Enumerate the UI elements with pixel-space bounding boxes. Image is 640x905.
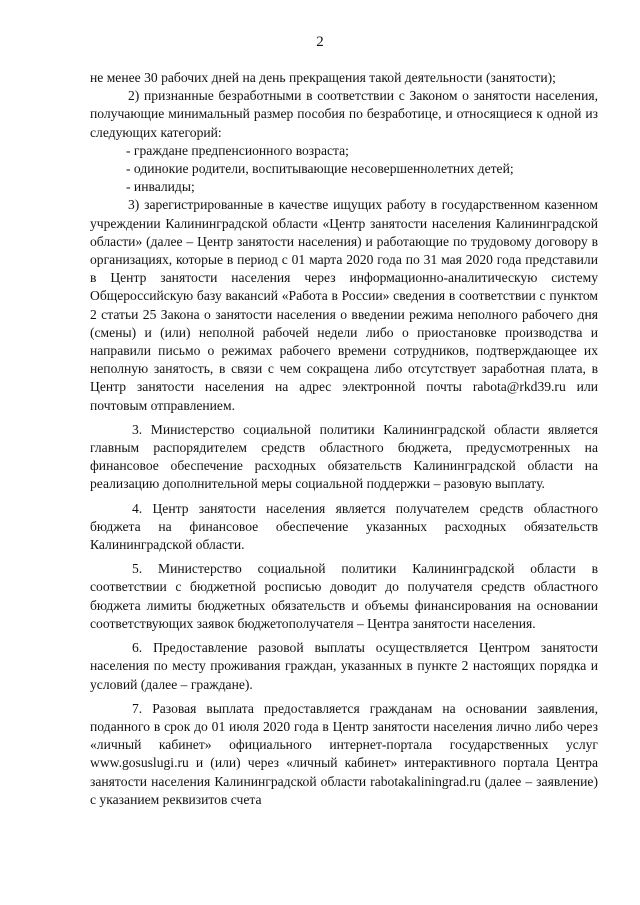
paragraph-clause-3: 3. Министерство социальной политики Калининградской области является главным распорядителем средств областного бюджета, предусмотренных на финансовое обеспечение расходных обязательств Калининградской области на реализацию дополнительной меры социальной поддержки – разовую выплату. bbox=[90, 421, 598, 492]
page-number: 2 bbox=[316, 34, 324, 50]
paragraph-clause-5: 5. Министерство социальной политики Калининградской области в соответствии с бюджетной росписью доводит до получателя средств областного бюджета лимиты бюджетных обязательств и объемы финансирования на основании соответствующих заявок бюджетополучателя – Центра занятости населения. bbox=[90, 561, 598, 631]
paragraph-item-3: 3) зарегистрированные в качестве ищущих работу в государственном казенном учреждении Калининградской области «Центр занятости населения Калининградской области» (далее – Центр занятости населения) и работающие по трудовому договору в организациях, которые в период с 01 марта 2020 года по 31 мая 2020 года представили в Центр занятости населения через информационно-аналитическую систему Общероссийскую базу вакансий «Работа в России» сведения в соответствии с пунктом 2 статьи 25 Закона о занятости населения о введении режима неполного рабочего дня (смены) и (или) неполной рабочей недели либо о приостановке производства и направили письмо о режимах рабочего времени сотрудников, подтверждающее их неполную занятость, в связи с чем сокращена либо отсутствует заработная плата, в Центр занятости населения на адрес электронной почты rabota@rkd39.ru или почтовым отправлением. bbox=[90, 197, 598, 413]
paragraph-clause-4: 4. Центр занятости населения является получателем средств областного бюджета на финансовое обеспечение указанных расходных обязательств Калининградской области. bbox=[90, 500, 598, 553]
list-item: - одинокие родители, воспитывающие несовершеннолетних детей; bbox=[126, 161, 514, 177]
list-item: - инвалиды; bbox=[126, 179, 195, 195]
list-item: - граждане предпенсионного возраста; bbox=[126, 142, 349, 158]
paragraph-continuation: не менее 30 рабочих дней на день прекращения такой деятельности (занятости); bbox=[90, 70, 556, 85]
paragraph-clause-7: 7. Разовая выплата предоставляется гражданам на основании заявления, поданного в срок до 01 июля 2020 года в Центр занятости населения лично либо через «личный кабинет» официального интернет-портала государственных услуг www.gosuslugi.ru и (или) через «личный кабинет» интерактивного портала Центра занятости населения Калининградской области rabotakaliningrad.ru (далее – заявление) с указанием реквизитов счета bbox=[90, 700, 598, 807]
document-body bbox=[90, 69, 598, 809]
paragraph-clause-6: 6. Предоставление разовой выплаты осуществляется Центром занятости населения по месту проживания граждан, указанных в пункте 2 настоящих порядка и условий (далее – граждане). bbox=[90, 640, 598, 692]
paragraph-item-2: 2) признанные безработными в соответствии с Законом о занятости населения, получающие минимальный размер пособия по безработице, и относящиеся к одной из следующих категорий: bbox=[90, 88, 598, 140]
